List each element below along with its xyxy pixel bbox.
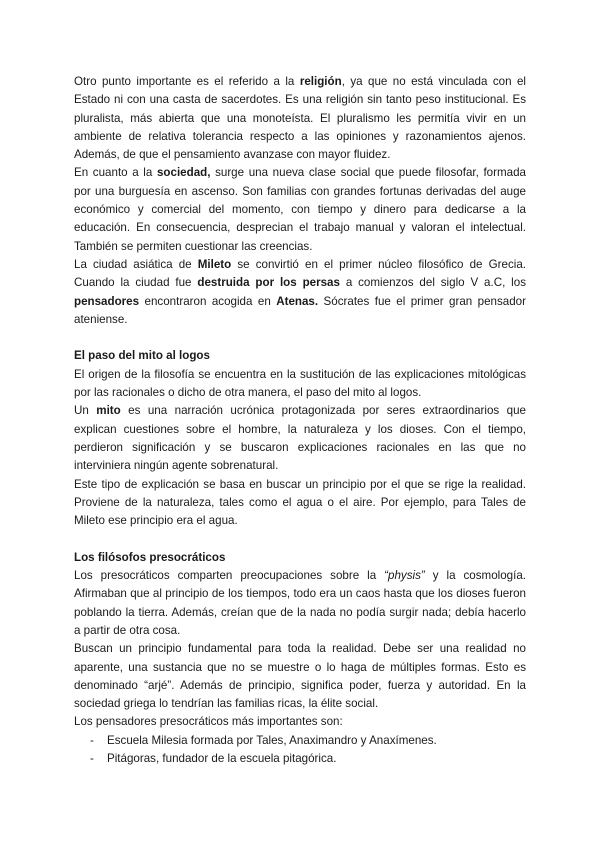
spacer — [74, 329, 526, 347]
list-item: - Pitágoras, fundador de la escuela pitagórica. — [74, 750, 526, 768]
list-dash: - — [90, 751, 94, 765]
bold-pensadores: pensadores — [74, 294, 140, 308]
italic-physis: “physis” — [384, 569, 425, 583]
presocraticos-paragraph-1: Los presocráticos comparten preocupaciones sobre la “physis” y la cosmología. Afirmaban que al principio de los tiempos, todo era un caos hasta que los dioses fueron poblando la tierra. Además, creían que de la nada no podía surgir nada; debía hacerlo a partir de otra cosa. — [74, 569, 527, 637]
presocraticos-paragraph-3: Los pensadores presocráticos más importantes son: — [74, 715, 343, 729]
heading-mito-logos: El paso del mito al logos — [74, 349, 210, 363]
bold-sociedad: sociedad, — [156, 166, 211, 180]
religion-paragraph: Otro punto importante es el referido a la religión, ya que no está vinculada con el Estado ni con una casta de sacerdotes. Es una religión sin tanto peso institucional. Es pluralista, más abierta que una monoteísta. El pluralismo les permitía vivir en un ambiente de relativa tolerancia respecto a las opiniones y razonamientos ajenos. Además, de que el pensamiento avanzase con mayor fluidez. — [74, 75, 526, 162]
presocraticos-paragraph-2: Buscan un principio fundamental para toda la realidad. Debe ser una realidad no aparente, una sustancia que no se muestre o lo haga de múltiples formas. Esto es denominado “arjé”. Además de principio, significa poder, fuerza y autoridad. En la sociedad griega lo tendrían las familias ricas, la élite social. — [74, 642, 526, 711]
document-page — [74, 73, 526, 768]
presocraticos-list — [74, 732, 526, 769]
sociedad-paragraph: En cuanto a la sociedad, surge una nueva clase social que puede filosofar, formada por una burguesía en ascenso. Son familias con grandes fortunas derivadas del auge económico y comercial del momento, con tiempo y dinero para dedicarse a la educación. En consecuencia, desprecian el trabajo manual y valoran el intelectual. También se permiten cuestionar las creencias. — [74, 166, 526, 253]
bold-persas: destruida por los persas — [197, 276, 340, 290]
list-dash: - — [90, 733, 94, 747]
mileto-paragraph: La ciudad asiática de Mileto se convirtió en el primer núcleo filosófico de Grecia. Cuando la ciudad fue destruida por los persas a comienzos del siglo V a.C, los pensadores encontraron acogida en Atenas. Sócrates fue el primer gran pensador ateniense. — [74, 257, 526, 326]
bold-atenas: Atenas. — [276, 294, 319, 308]
mito-paragraph-2: Un mito es una narración ucrónica protagonizada por seres extraordinarios que explican cuestiones sobre el hombre, la naturaleza y los dioses. Con el tiempo, perdieron significación y se buscaron explicaciones racionales en las que no interviniera ningún agente sobrenatural. — [74, 404, 527, 473]
bold-mito: mito — [96, 404, 121, 418]
bold-religion: religión — [299, 75, 342, 88]
list-item: - Escuela Milesia formada por Tales, Anaximandro y Anaxímenes. — [74, 732, 526, 750]
heading-presocraticos: Los filósofos presocráticos — [74, 550, 226, 564]
spacer — [74, 530, 526, 548]
mito-paragraph-3: Este tipo de explicación se basa en buscar un principio por el que se rige la realidad. Proviene de la naturaleza, tales como el agua o el aire. Por ejemplo, para Tales de Mileto ese principio era el agua. — [74, 477, 526, 528]
bold-mileto: Mileto — [197, 257, 232, 271]
mito-paragraph-1: El origen de la filosofía se encuentra en la sustitución de las explicaciones mitológicas por las racionales o dicho de otra manera, el paso del mito al logos. — [74, 367, 526, 400]
